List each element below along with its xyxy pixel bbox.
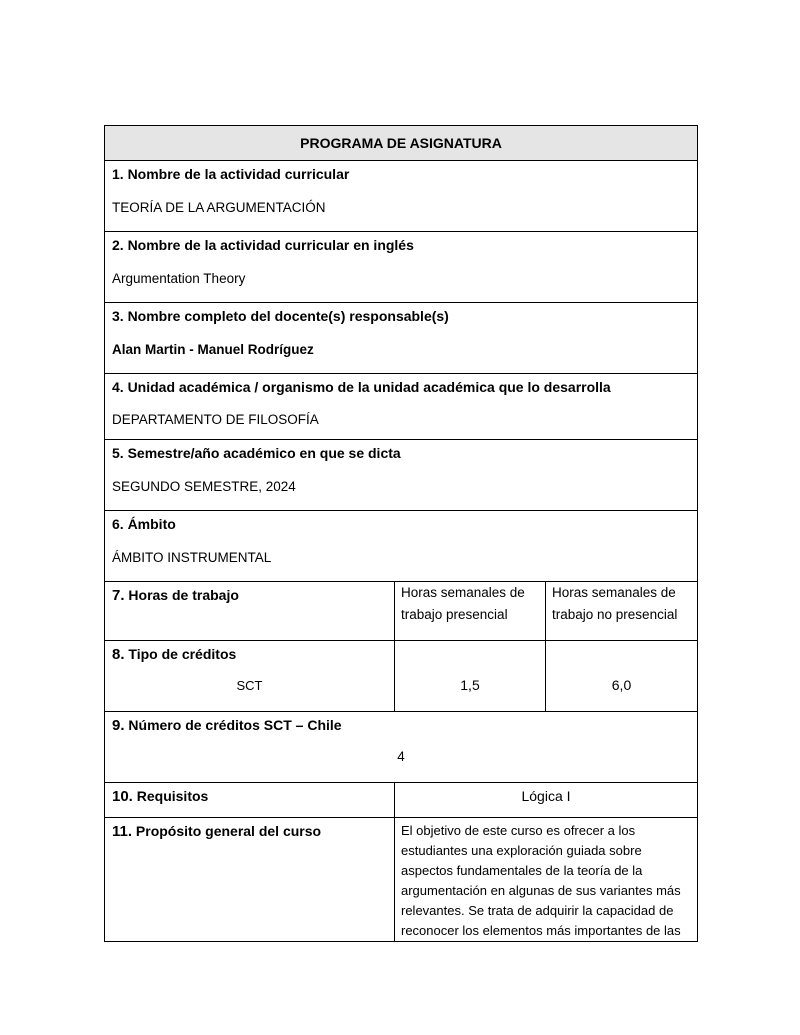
section-10	[105, 783, 698, 818]
section-9-title	[105, 712, 697, 735]
credit-type-value: SCT	[236, 678, 263, 693]
english-name-value: Argumentation Theory	[112, 271, 246, 286]
section-7-label: Horas de trabajo	[128, 587, 239, 603]
section-7-number: 7.	[112, 587, 125, 604]
academic-unit-value: DEPARTAMENTO DE FILOSOFÍA	[112, 412, 319, 427]
section-8	[105, 641, 698, 712]
section-5	[105, 440, 698, 511]
semester-value: SEGUNDO SEMESTRE, 2024	[112, 479, 296, 494]
section-2-title: 2. Nombre de la actividad curricular en inglés	[112, 237, 414, 253]
section-6	[105, 511, 698, 582]
section-3-title: 3. Nombre completo del docente(s) responsable(s)	[112, 308, 449, 324]
section-1-title: 1. Nombre de la actividad curricular	[112, 166, 350, 182]
section-9	[105, 712, 698, 783]
section-11-label: Propósito general del curso	[135, 823, 322, 839]
section-4	[105, 374, 698, 440]
course-purpose-text: El objetivo de este curso es ofrecer a los estudiantes una exploración guiada sobre aspectos fundamentales de la teoría de la argumentación en algunas de sus variantes más relevantes. Se trata de adquirir la capacidad de reconocer los elementos más importantes de las	[401, 823, 681, 938]
section-3	[105, 303, 698, 374]
section-7-title	[105, 582, 394, 605]
presential-hours-label: Horas semanales de trabajo presencial	[401, 585, 525, 622]
program-title: PROGRAMA DE ASIGNATURA	[105, 126, 698, 161]
program-table	[104, 125, 698, 942]
section-10-number: 10.	[112, 788, 133, 805]
header-row	[105, 126, 698, 161]
section-1	[105, 161, 698, 232]
section-10-title	[105, 783, 394, 806]
section-8-label: Tipo de créditos	[128, 646, 237, 662]
section-11-number: 11.	[112, 823, 133, 840]
non-presential-hours-label: Horas semanales de trabajo no presencial	[552, 585, 678, 622]
section-6-title: 6. Ámbito	[112, 516, 176, 532]
section-8-title	[105, 641, 394, 664]
scope-value: ÁMBITO INSTRUMENTAL	[112, 550, 272, 565]
section-4-title: 4. Unidad académica / organismo de la unidad académica que lo desarrolla	[112, 379, 611, 395]
section-7	[105, 582, 698, 641]
section-11-title	[105, 818, 394, 841]
section-10-label: Requisitos	[136, 788, 209, 804]
instructors-value: Alan Martin - Manuel Rodríguez	[112, 342, 314, 357]
section-5-title: 5. Semestre/año académico en que se dicta	[112, 445, 401, 461]
section-2	[105, 232, 698, 303]
section-9-label: Número de créditos SCT – Chile	[128, 717, 342, 733]
sct-credits-value: 4	[397, 749, 405, 764]
presential-hours-value: 1,5	[460, 677, 480, 693]
non-presential-hours-value: 6,0	[611, 677, 632, 693]
section-9-number: 9.	[112, 717, 125, 734]
requirements-value: Lógica I	[521, 788, 571, 804]
section-11	[105, 818, 698, 942]
section-8-number: 8.	[112, 646, 125, 663]
course-name-value: TEORÍA DE LA ARGUMENTACIÓN	[112, 200, 326, 215]
course-program-form	[104, 125, 697, 942]
